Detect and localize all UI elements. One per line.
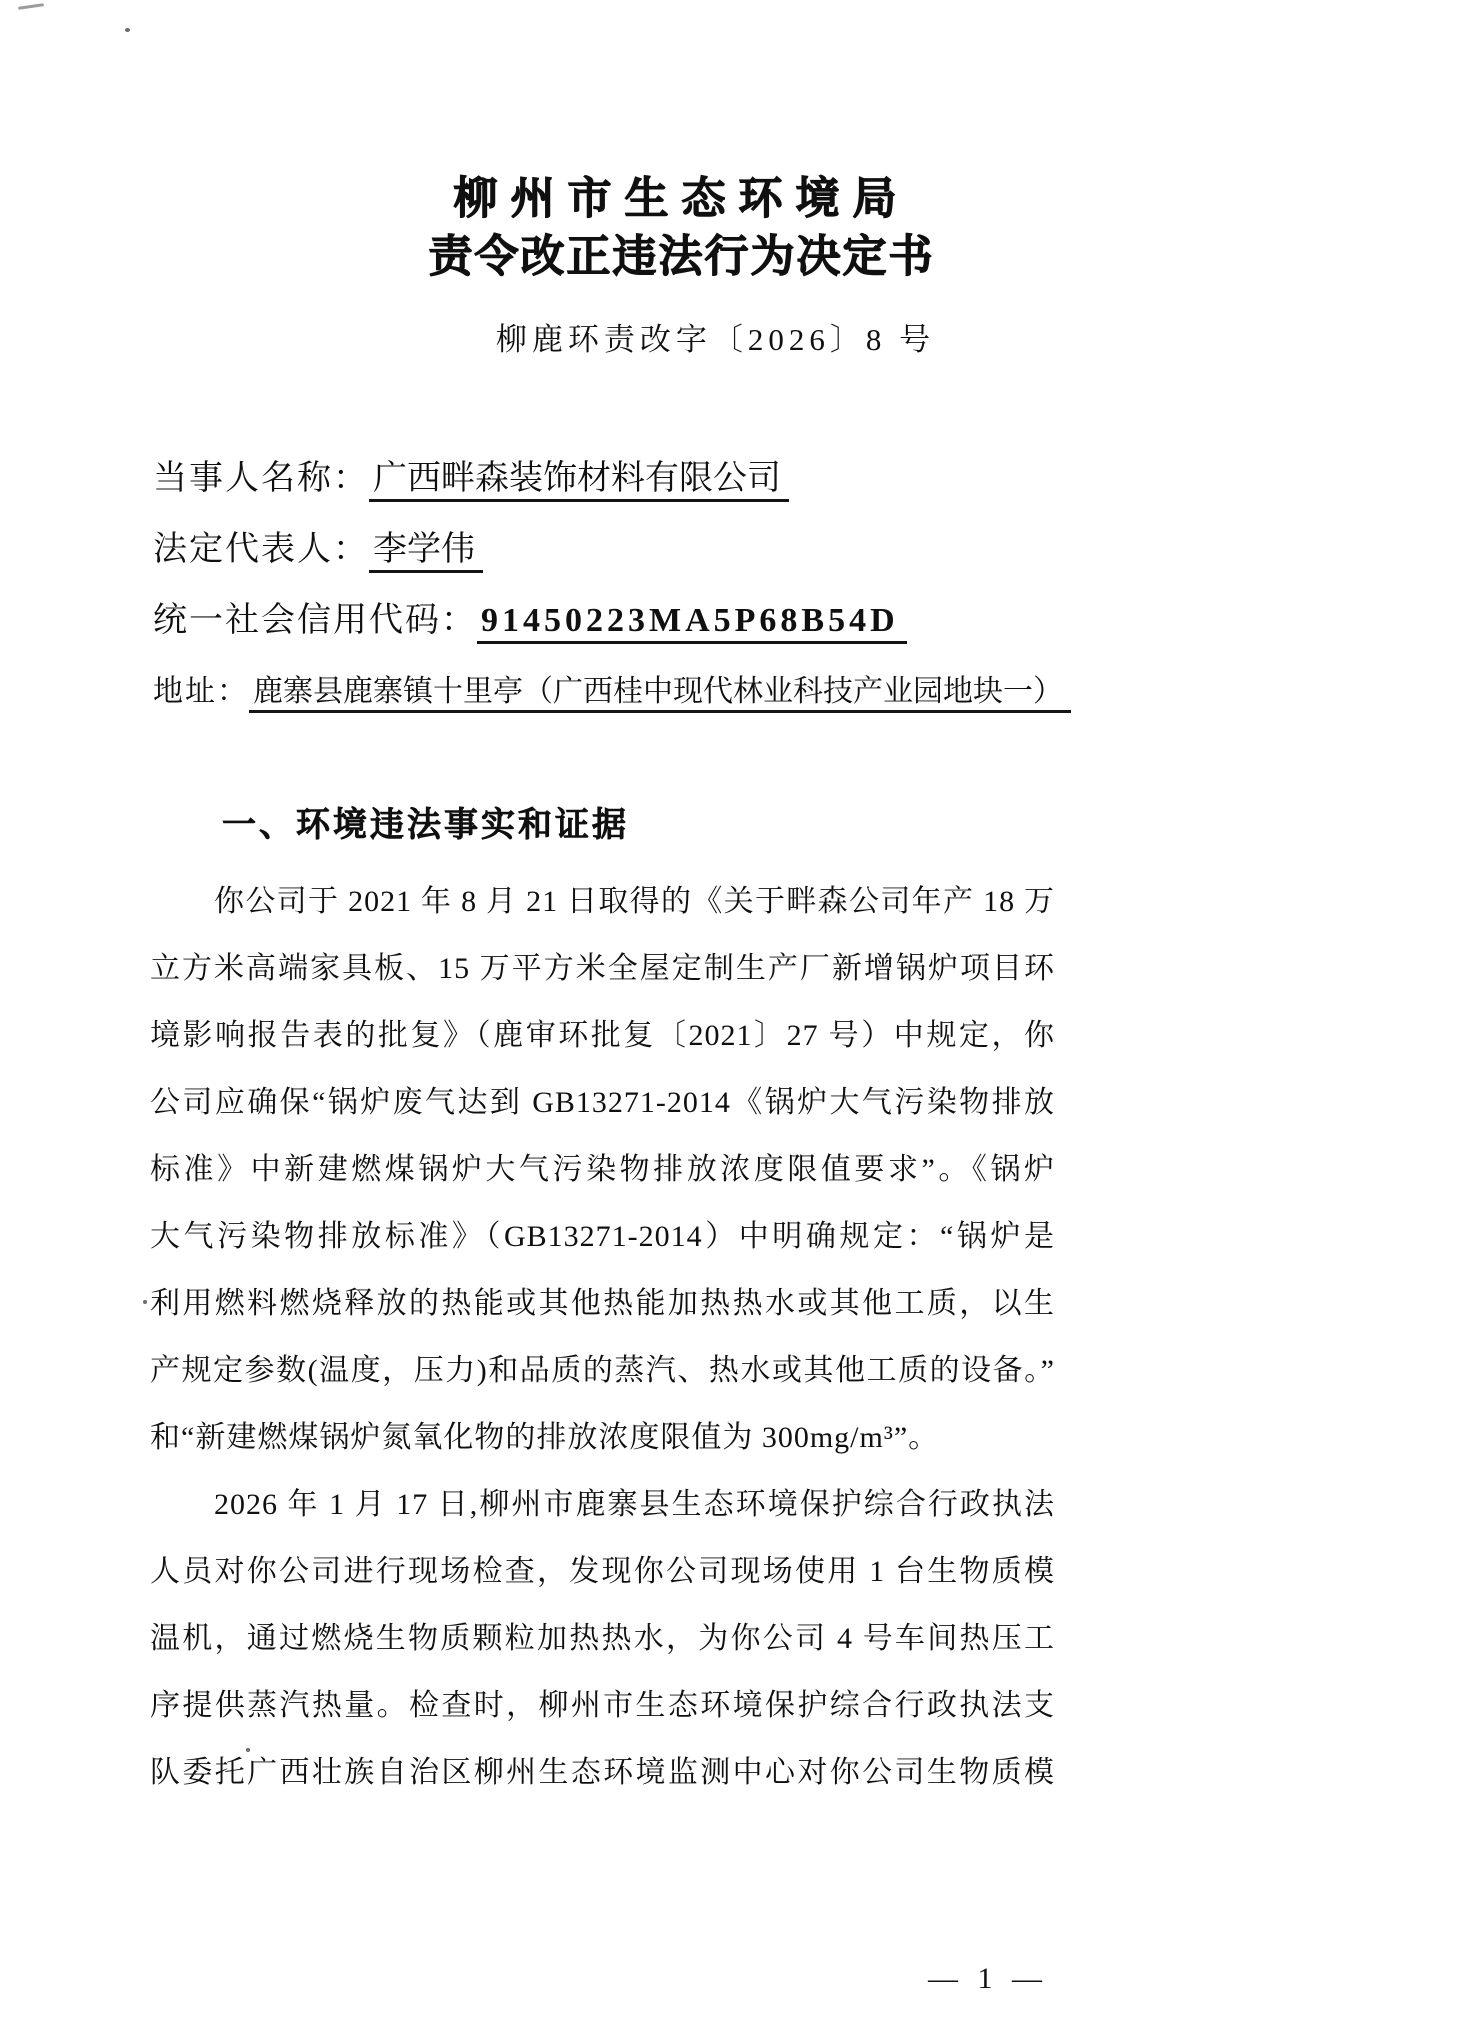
party-name-value: 广西畔森装饰材料有限公司 — [369, 460, 789, 502]
section-heading: 一、环境违法事实和证据 — [222, 806, 629, 844]
body-line: 标准》中新建燃煤锅炉大气污染物排放浓度限值要求”。《锅炉 — [150, 1153, 1055, 1186]
body-line: 队委托广西壮族自治区柳州生态环境监测中心对你公司生物质模 — [150, 1756, 1055, 1789]
body-line: 序提供蒸汽热量。检查时，柳州市生态环境保护综合行政执法支 — [150, 1689, 1055, 1722]
body-line: 产规定参数(温度，压力)和品质的蒸汽、热水或其他工质的设备。” — [150, 1354, 1055, 1387]
legal-representative-label: 法定代表人： — [153, 531, 369, 568]
credit-code-value: 91450223MA5P68B54D — [477, 602, 907, 644]
body-line: 利用燃料燃烧释放的热能或其他热能加热热水或其他工质，以生 — [150, 1287, 1055, 1320]
body-line: 2026 年 1 月 17 日,柳州市鹿寨县生态环境保护综合行政执法 — [214, 1488, 1055, 1521]
body-line: 立方米高端家具板、15 万平方米全屋定制生产厂新增锅炉项目环 — [150, 952, 1055, 985]
body-line: 境影响报告表的批复》（鹿审环批复〔2021〕27 号）中规定，你 — [150, 1019, 1055, 1052]
body-line: 大气污染物排放标准》（GB13271-2014）中明确规定：“锅炉是 — [150, 1220, 1055, 1253]
paragraph-1 — [150, 868, 1055, 1471]
party-info-block — [153, 448, 1063, 732]
document-header — [150, 170, 1045, 360]
scan-artifact — [143, 1300, 147, 1304]
body-line: 和“新建燃煤锅炉氮氧化物的排放浓度限值为 300mg/m³”。 — [150, 1421, 940, 1454]
body-line: 温机，通过燃烧生物质颗粒加热热水，为你公司 4 号车间热压工 — [150, 1622, 1055, 1655]
party-name-row — [153, 448, 1058, 519]
credit-code-row — [153, 590, 1058, 661]
body-line: 公司应确保“锅炉废气达到 GB13271-2014《锅炉大气污染物排放 — [150, 1086, 1055, 1119]
document-title-line1: 柳州市生态环境局 — [453, 174, 910, 223]
legal-representative-value: 李学伟 — [369, 531, 483, 573]
scan-artifact — [18, 3, 44, 10]
paragraph-2 — [150, 1471, 1055, 1806]
page-number: — 1 — — [928, 1962, 1048, 1995]
document-number: 柳鹿环责改字〔2026〕8 号 — [495, 322, 936, 357]
credit-code-label: 统一社会信用代码： — [153, 602, 477, 639]
legal-representative-row — [153, 519, 1058, 590]
address-row — [153, 661, 1063, 732]
address-value: 鹿寨县鹿寨镇十里亭（广西桂中现代林业科技产业园地块一） — [249, 675, 1071, 713]
address-label: 地址： — [153, 675, 249, 708]
document-title-line2: 责令改正违法行为决定书 — [428, 232, 935, 281]
party-name-label: 当事人名称： — [153, 460, 369, 497]
scan-artifact — [125, 28, 130, 32]
body-line: 你公司于 2021 年 8 月 21 日取得的《关于畔森公司年产 18 万 — [214, 885, 1055, 918]
body-line: 人员对你公司进行现场检查，发现你公司现场使用 1 台生物质模 — [150, 1555, 1055, 1588]
